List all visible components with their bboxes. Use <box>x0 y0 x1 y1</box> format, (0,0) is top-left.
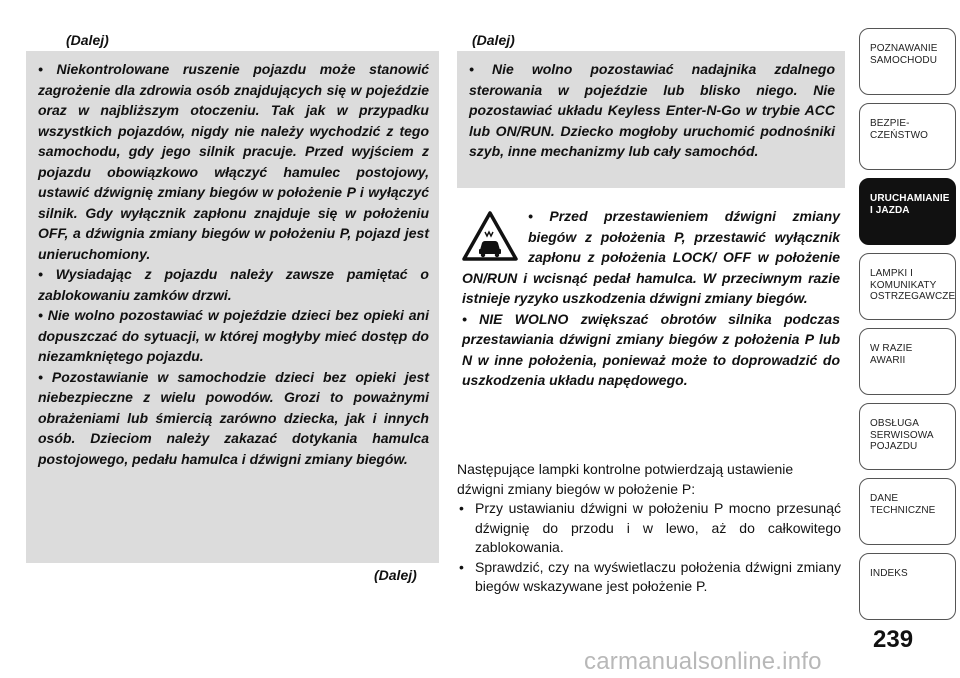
list-item: • Przy ustawianiu dźwigni w położeniu P mocno przesunąć dźwignię do przodu i w lewo, aż do całkowitego zablokowania. <box>457 499 841 558</box>
bullet-list <box>457 499 841 597</box>
tab-w-razie-awarii[interactable]: W RAZIE AWARII <box>859 328 956 395</box>
body-text <box>457 460 841 597</box>
tab-obsluga-serwisowa[interactable]: OBSŁUGA SERWISOWA POJAZDU <box>859 403 956 470</box>
caution-paragraph: • Przed przestawieniem dźwigni zmiany biegów z położenia P, przestawić wyłącznik zapłonu z położenia LOCK/ OFF w położenie ON/RUN i wcisnąć pedał hamulca. W przeciwnym razie istnieje ryzyko uszkodzenia dźwigni zmiany biegów. <box>462 208 840 306</box>
continued-label-top-left: (Dalej) <box>66 32 109 48</box>
page-number: 239 <box>873 626 914 653</box>
warning-paragraph: • Nie wolno pozostawiać w pojeździe dzieci bez opieki ani dopuszczać do sytuacji, w której mogłyby mieć dostęp do niezamkniętego pojazdu. <box>38 307 429 364</box>
tab-dane-techniczne[interactable]: DANE TECHNICZNE <box>859 478 956 545</box>
warning-paragraph: • Pozostawianie w samochodzie dzieci bez opieki jest niebezpieczne z wielu powodów. Grozi to poważnymi obrażeniami lub śmiercią zarówno dziecka, jak i innych osób. Dzieciom należy zakazać dotykania hamulca postojowego, pedału hamulca i dźwigni zmiany biegów. <box>38 368 429 467</box>
warning-box-right <box>457 51 845 188</box>
tab-bezpieczenstwo[interactable]: BEZPIE- CZEŃSTWO <box>859 103 956 170</box>
list-item: • Sprawdzić, czy na wyświetlaczu położenia dźwigni zmiany biegów wskazywane jest położenie P. <box>457 558 841 597</box>
tab-lampki-i-komunikaty[interactable]: LAMPKI I KOMUNIKATY OSTRZEGAWCZE <box>859 253 956 320</box>
caution-block <box>462 206 840 391</box>
tab-poznawanie-samochodu[interactable]: POZNAWANIE SAMOCHODU <box>859 28 956 95</box>
tab-uruchamianie-i-jazda[interactable]: URUCHAMIANIE I JAZDA <box>859 178 956 245</box>
warning-paragraph: • Wysiadając z pojazdu należy zawsze pamiętać o zablokowaniu zamków drzwi. <box>38 266 429 303</box>
continued-label-top-right: (Dalej) <box>472 32 515 48</box>
warning-paragraph: • Nie wolno pozostawiać nadajnika zdalnego sterowania w pojeździe lub blisko niego. Nie pozostawiać układu Keyless Enter-N-Go w trybie ACC lub ON/RUN. Dziecko mogłoby uruchomić podnośniki szyb, inne mechanizmy lub cały samochód. <box>469 61 835 159</box>
car-caution-triangle-icon <box>462 210 518 262</box>
tab-indeks[interactable]: INDEKS <box>859 553 956 620</box>
warning-box-left <box>26 51 439 563</box>
caution-paragraph: • NIE WOLNO zwiększać obrotów silnika podczas przestawiania dźwigni zmiany biegów z położenia P lub N w inne położenia, ponieważ może to doprowadzić do uszkodzenia układu napędowego. <box>462 310 840 388</box>
watermark: carmanualsonline.info <box>584 648 822 675</box>
intro-paragraph: Następujące lampki kontrolne potwierdzają ustawienie dźwigni zmiany biegów w położenie P: <box>457 461 794 497</box>
chapter-tabs <box>859 28 958 628</box>
continued-label-bottom-left: (Dalej) <box>374 567 417 583</box>
warning-paragraph: • Niekontrolowane ruszenie pojazdu może stanowić zagrożenie dla zdrowia osób znajdujących się w pojeździe oraz w najbliższym otoczeniu. Tak jak w przypadku wszystkich pojazdów, nigdy nie należy wychodzić z tego samochodu, gdy jego silnik pracuje. Przed wyjściem z pojazdu obowiązkowo włączyć hamulec postojowy, ustawić dźwignię zmiany biegów w położenie P i wyłączyć silnik. Gdy wyłącznik zapłonu znajduje się w położeniu OFF, a dźwignia zmiany biegów w położeniu P, pojazd jest unieruchomiony. <box>38 61 429 262</box>
